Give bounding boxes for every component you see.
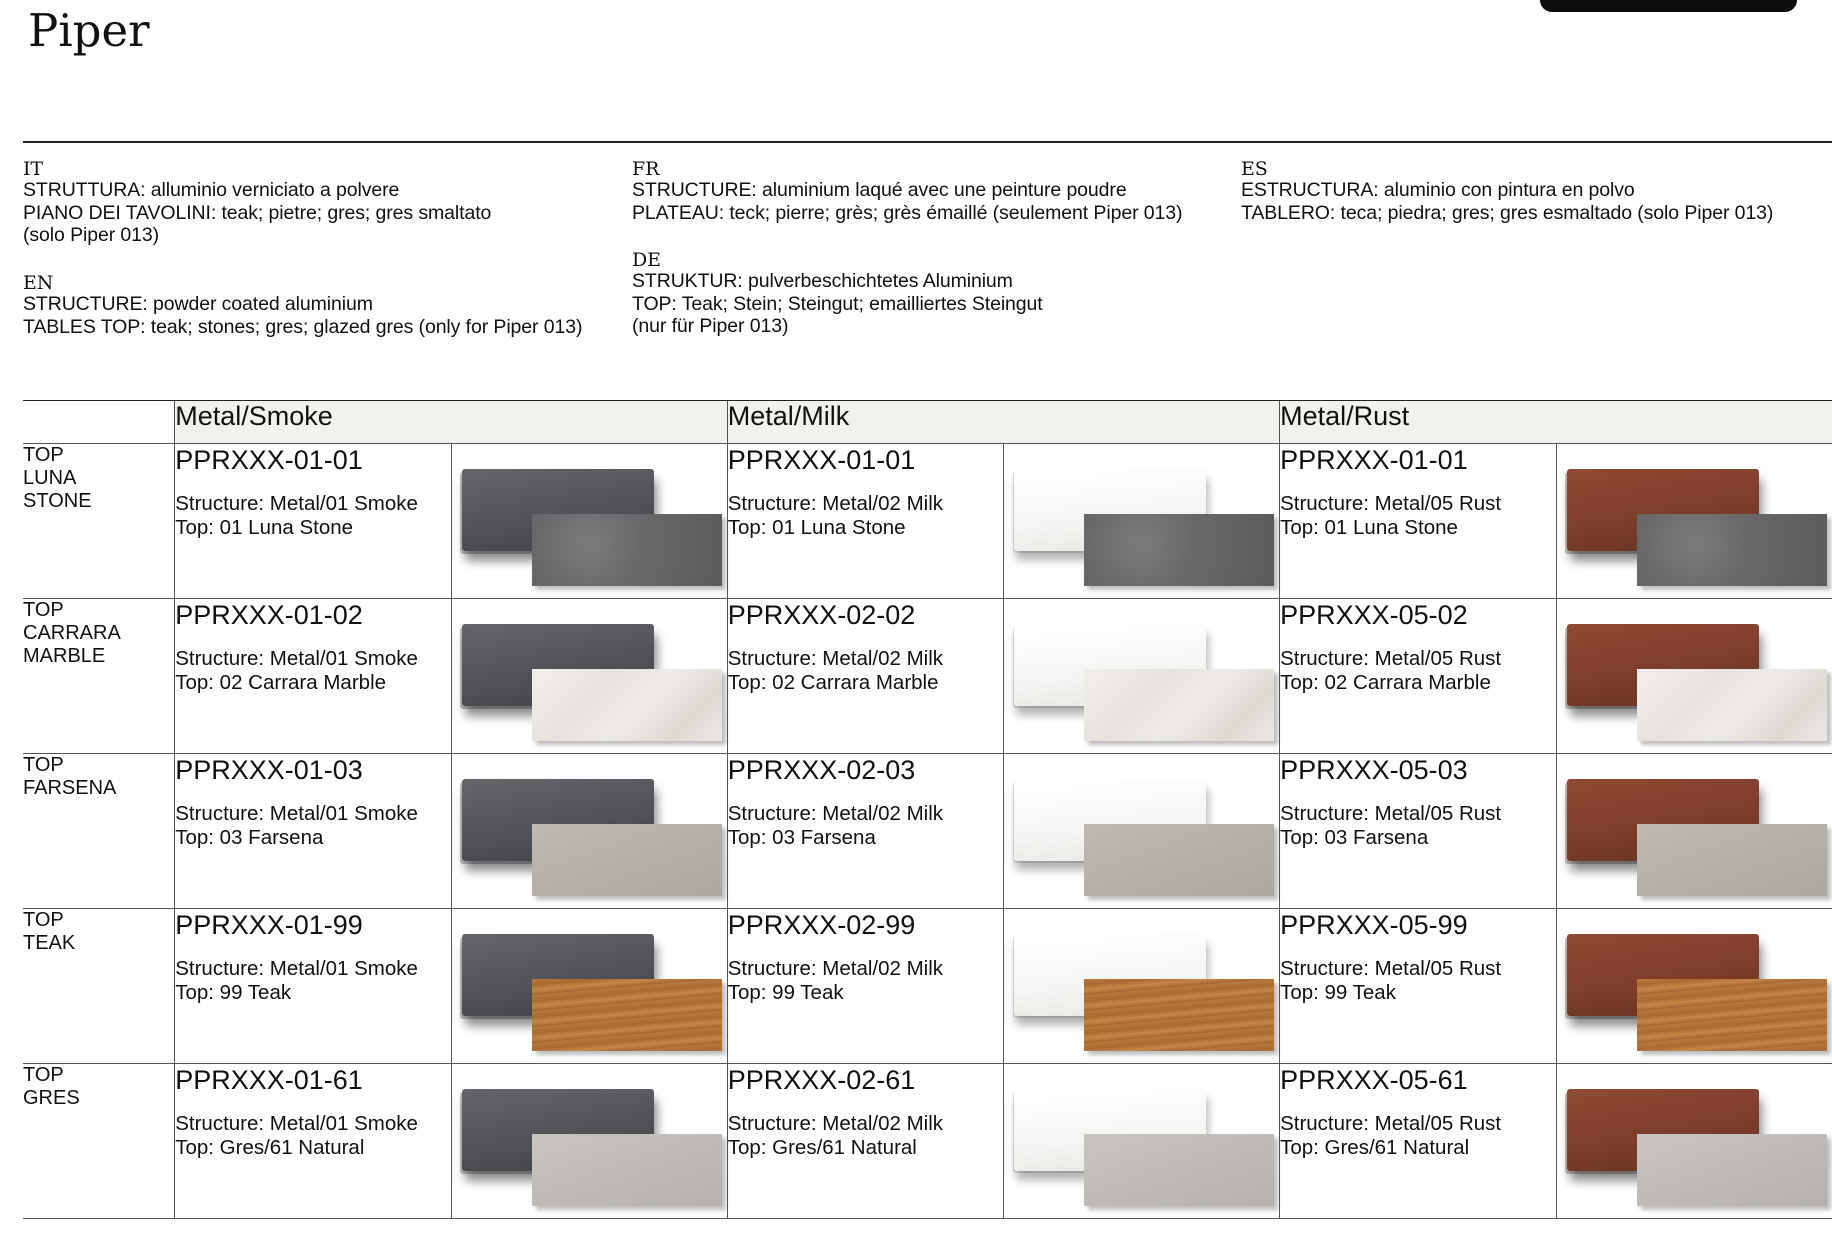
top-text: Top: 99 Teak bbox=[175, 981, 292, 1004]
column-header-rust: Metal/Rust bbox=[1280, 401, 1832, 444]
top-swatch-farsena bbox=[1637, 824, 1827, 896]
product-info-cell bbox=[727, 1064, 1004, 1219]
swatch-cell bbox=[1004, 909, 1280, 1064]
swatch-cell bbox=[1556, 754, 1832, 909]
lang-block-it bbox=[23, 157, 491, 247]
structure-text: Structure: Metal/01 Smoke bbox=[175, 647, 418, 670]
lang-code: IT bbox=[23, 158, 43, 180]
top-text: Top: Gres/61 Natural bbox=[175, 1136, 365, 1159]
lang-line: STRUTTURA: alluminio verniciato a polvere bbox=[23, 179, 400, 201]
product-info-cell bbox=[175, 444, 452, 599]
material-swatch bbox=[1014, 624, 1280, 744]
structure-text: Structure: Metal/02 Milk bbox=[727, 1112, 944, 1135]
page-title: Piper bbox=[28, 4, 150, 57]
material-swatch bbox=[1014, 1089, 1280, 1209]
row-label bbox=[23, 599, 175, 754]
lang-line: TOP: Teak; Stein; Steingut; emailliertes Steingut bbox=[632, 292, 1043, 315]
top-swatch-teak bbox=[1637, 979, 1827, 1051]
top-text: Top: 01 Luna Stone bbox=[727, 516, 906, 539]
row-label-line: LUNA bbox=[23, 467, 77, 489]
table-row bbox=[23, 754, 1832, 909]
lang-block-en bbox=[23, 271, 582, 338]
top-text: Top: 99 Teak bbox=[727, 981, 844, 1004]
top-text: Top: 02 Carrara Marble bbox=[727, 671, 939, 694]
row-label-line: TEAK bbox=[23, 932, 76, 954]
structure-text: Structure: Metal/05 Rust bbox=[1280, 1112, 1502, 1135]
material-swatch bbox=[1014, 934, 1280, 1054]
top-text: Top: 02 Carrara Marble bbox=[1280, 671, 1491, 694]
top-swatch-gres bbox=[532, 1134, 722, 1206]
material-swatch bbox=[1014, 469, 1280, 589]
top-swatch-farsena bbox=[532, 824, 722, 896]
swatch-cell bbox=[1556, 599, 1832, 754]
structure-text: Structure: Metal/01 Smoke bbox=[175, 957, 418, 980]
header-corner bbox=[23, 401, 175, 444]
material-swatch bbox=[462, 779, 728, 899]
product-code: PPRXXX-01-01 bbox=[727, 445, 916, 475]
lang-block-es bbox=[1241, 157, 1773, 224]
swatch-cell bbox=[452, 1064, 728, 1219]
top-text: Top: 01 Luna Stone bbox=[1280, 516, 1458, 539]
product-code: PPRXXX-05-61 bbox=[1280, 1065, 1468, 1095]
table-row bbox=[23, 909, 1832, 1064]
lang-code: DE bbox=[632, 249, 661, 271]
product-info-cell bbox=[1280, 909, 1557, 1064]
swatch-cell bbox=[1004, 1064, 1280, 1219]
row-label-line: TOP bbox=[23, 1064, 64, 1086]
structure-text: Structure: Metal/02 Milk bbox=[727, 802, 944, 825]
column-header-smoke: Metal/Smoke bbox=[175, 401, 727, 444]
product-code: PPRXXX-02-99 bbox=[727, 910, 916, 940]
product-code: PPRXXX-01-02 bbox=[175, 600, 363, 630]
table-header-row bbox=[23, 401, 1832, 444]
material-swatch bbox=[1567, 934, 1832, 1054]
top-swatch-teak bbox=[532, 979, 722, 1051]
structure-text: Structure: Metal/01 Smoke bbox=[175, 802, 418, 825]
product-code: PPRXXX-02-61 bbox=[727, 1065, 916, 1095]
top-swatch-gres bbox=[1084, 1134, 1274, 1206]
top-text: Top: 01 Luna Stone bbox=[175, 516, 354, 539]
lang-line: PIANO DEI TAVOLINI: teak; pietre; gres; gres smaltato bbox=[23, 201, 492, 224]
swatch-cell bbox=[452, 599, 728, 754]
row-label-line: CARRARA bbox=[23, 622, 121, 644]
row-label-line: TOP bbox=[23, 444, 64, 466]
material-swatch bbox=[1567, 779, 1832, 899]
lang-block-fr bbox=[632, 157, 1182, 224]
product-info-cell bbox=[1280, 599, 1557, 754]
swatch-cell bbox=[1004, 754, 1280, 909]
product-info-cell bbox=[175, 1064, 452, 1219]
material-swatch bbox=[1014, 779, 1280, 899]
row-label-line: TOP bbox=[23, 754, 64, 776]
top-text: Top: 99 Teak bbox=[1280, 981, 1396, 1004]
structure-text: Structure: Metal/05 Rust bbox=[1280, 647, 1502, 670]
product-info-cell bbox=[175, 599, 452, 754]
swatch-cell bbox=[1556, 909, 1832, 1064]
product-code: PPRXXX-01-03 bbox=[175, 755, 363, 785]
row-label-line: FARSENA bbox=[23, 777, 117, 799]
top-bar bbox=[1540, 0, 1797, 12]
lang-line: STRUKTUR: pulverbeschichtetes Aluminium bbox=[632, 270, 1013, 292]
product-info-cell bbox=[727, 909, 1004, 1064]
swatch-cell bbox=[1004, 599, 1280, 754]
row-label bbox=[23, 1064, 175, 1219]
top-swatch-luna bbox=[1637, 514, 1827, 586]
structure-text: Structure: Metal/05 Rust bbox=[1280, 802, 1502, 825]
product-code: PPRXXX-02-03 bbox=[727, 755, 916, 785]
row-label-line: MARBLE bbox=[23, 645, 106, 667]
material-swatch bbox=[462, 469, 728, 589]
product-info-cell bbox=[1280, 754, 1557, 909]
table-row bbox=[23, 1064, 1832, 1219]
finishes-table bbox=[23, 401, 1832, 1219]
table-row bbox=[23, 599, 1832, 754]
material-swatch bbox=[1567, 1089, 1832, 1209]
structure-text: Structure: Metal/02 Milk bbox=[727, 647, 944, 670]
lang-line: (solo Piper 013) bbox=[23, 224, 160, 246]
top-text: Top: 03 Farsena bbox=[175, 826, 324, 849]
row-label-line: TOP bbox=[23, 909, 64, 931]
swatch-cell bbox=[452, 444, 728, 599]
row-label bbox=[23, 444, 175, 599]
product-code: PPRXXX-01-99 bbox=[175, 910, 363, 940]
product-code: PPRXXX-05-03 bbox=[1280, 755, 1468, 785]
top-text: Top: 03 Farsena bbox=[1280, 826, 1429, 849]
product-info-cell bbox=[175, 909, 452, 1064]
structure-text: Structure: Metal/02 Milk bbox=[727, 492, 944, 515]
lang-line: ESTRUCTURA: aluminio con pintura en polvo bbox=[1241, 179, 1635, 201]
top-swatch-marble bbox=[532, 669, 722, 741]
product-info-cell bbox=[1280, 444, 1557, 599]
product-code: PPRXXX-01-61 bbox=[175, 1065, 363, 1095]
top-swatch-luna bbox=[1084, 514, 1274, 586]
top-swatch-marble bbox=[1084, 669, 1274, 741]
swatch-cell bbox=[452, 909, 728, 1064]
material-swatch bbox=[462, 1089, 728, 1209]
top-swatch-farsena bbox=[1084, 824, 1274, 896]
product-info-cell bbox=[727, 444, 1004, 599]
swatch-cell bbox=[1556, 444, 1832, 599]
product-info-cell bbox=[727, 754, 1004, 909]
top-text: Top: Gres/61 Natural bbox=[1280, 1136, 1470, 1159]
product-code: PPRXXX-02-02 bbox=[727, 600, 916, 630]
lang-line: PLATEAU: teck; pierre; grès; grès émaillé (seulement Piper 013) bbox=[632, 201, 1183, 224]
row-label bbox=[23, 754, 175, 909]
structure-text: Structure: Metal/02 Milk bbox=[727, 957, 944, 980]
structure-text: Structure: Metal/05 Rust bbox=[1280, 957, 1502, 980]
structure-text: Structure: Metal/05 Rust bbox=[1280, 492, 1502, 515]
product-info-cell bbox=[1280, 1064, 1557, 1219]
top-swatch-gres bbox=[1637, 1134, 1827, 1206]
row-label-line: GRES bbox=[23, 1087, 80, 1109]
table-row bbox=[23, 444, 1832, 599]
row-label-line: STONE bbox=[23, 490, 92, 512]
column-header-milk: Metal/Milk bbox=[727, 401, 1279, 444]
product-code: PPRXXX-05-99 bbox=[1280, 910, 1468, 940]
lang-line: TABLES TOP: teak; stones; gres; glazed gres (only for Piper 013) bbox=[23, 315, 583, 338]
material-swatch bbox=[1567, 469, 1832, 589]
material-swatch bbox=[462, 934, 728, 1054]
table-body bbox=[23, 444, 1832, 1219]
lang-line: STRUCTURE: aluminium laqué avec une peinture poudre bbox=[632, 179, 1127, 201]
lang-line: STRUCTURE: powder coated aluminium bbox=[23, 293, 373, 315]
structure-text: Structure: Metal/01 Smoke bbox=[175, 1112, 418, 1135]
material-swatch bbox=[1567, 624, 1832, 744]
lang-code: EN bbox=[23, 272, 54, 294]
header-divider bbox=[23, 141, 1832, 143]
lang-line: TABLERO: teca; piedra; gres; gres esmaltado (solo Piper 013) bbox=[1241, 201, 1774, 224]
product-code: PPRXXX-01-01 bbox=[175, 445, 363, 475]
row-label-line: TOP bbox=[23, 599, 64, 621]
swatch-cell bbox=[1556, 1064, 1832, 1219]
top-swatch-luna bbox=[532, 514, 722, 586]
material-swatch bbox=[462, 624, 728, 744]
top-text: Top: 03 Farsena bbox=[727, 826, 876, 849]
swatch-cell bbox=[1004, 444, 1280, 599]
top-swatch-teak bbox=[1084, 979, 1274, 1051]
product-info-cell bbox=[727, 599, 1004, 754]
product-code: PPRXXX-05-02 bbox=[1280, 600, 1468, 630]
product-info-cell bbox=[175, 754, 452, 909]
top-text: Top: Gres/61 Natural bbox=[727, 1136, 917, 1159]
top-swatch-marble bbox=[1637, 669, 1827, 741]
lang-line: (nur für Piper 013) bbox=[632, 315, 789, 337]
product-code: PPRXXX-01-01 bbox=[1280, 445, 1468, 475]
row-label bbox=[23, 909, 175, 1064]
structure-text: Structure: Metal/01 Smoke bbox=[175, 492, 418, 515]
lang-block-de bbox=[632, 248, 1043, 338]
lang-code: FR bbox=[632, 158, 660, 180]
lang-code: ES bbox=[1241, 158, 1268, 180]
top-text: Top: 02 Carrara Marble bbox=[175, 671, 387, 694]
swatch-cell bbox=[452, 754, 728, 909]
